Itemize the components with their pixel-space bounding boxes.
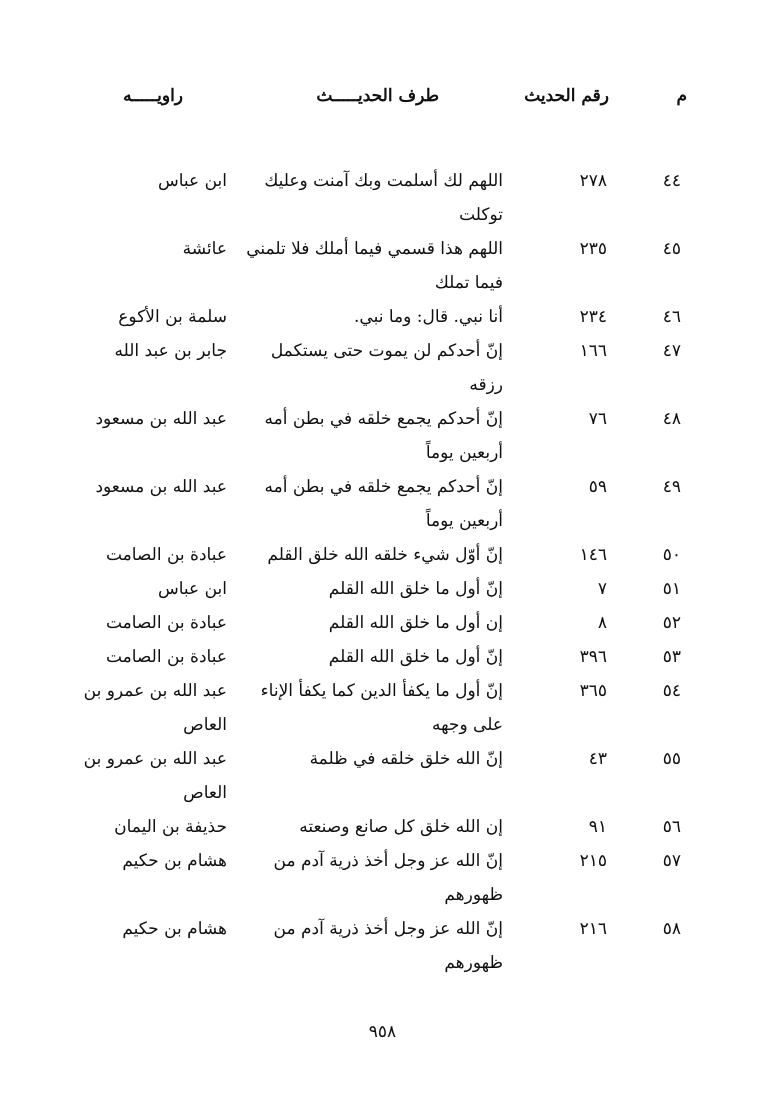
row-index: ٥١ <box>662 579 681 599</box>
row-index: ٤٤ <box>662 171 681 191</box>
row-hadith-opening: إن الله خلق كل صانع وصنعته <box>299 817 503 837</box>
row-narrator: عبد الله بن عمرو بن العاص <box>83 681 227 735</box>
row-index: ٥٥ <box>662 749 681 769</box>
row-hadith-opening: إنّ الله خلق خلقه في ظلمة <box>309 749 503 769</box>
row-hadith-number: ٣٦٥ <box>579 681 607 701</box>
row-index: ٥٢ <box>662 613 681 633</box>
header-hadith-opening: طرف الحديـــــث <box>316 86 439 106</box>
row-hadith-opening: إنّ الله عز وجل أخذ ذرية آدم من ظهورهم <box>273 851 503 905</box>
row-hadith-number: ٧٦ <box>588 409 607 429</box>
row-hadith-opening: إن أول ما خلق الله القلم <box>328 613 503 633</box>
table-row <box>0 810 765 844</box>
row-index: ٤٦ <box>662 307 681 327</box>
row-hadith-opening: اللهم لك أسلمت وبك آمنت وعليك توكلت <box>264 171 503 225</box>
table-row <box>0 538 765 572</box>
row-index: ٥٠ <box>662 545 681 565</box>
row-hadith-opening: إنّ أول ما خلق الله القلم <box>328 579 503 599</box>
table-row <box>0 300 765 334</box>
row-hadith-opening: اللهم هذا قسمي فيما أملك فلا تلمني فيما تملك <box>246 239 503 293</box>
row-hadith-number: ٩١ <box>588 817 607 837</box>
row-hadith-number: ٢١٥ <box>579 851 607 871</box>
row-index: ٥٦ <box>662 817 681 837</box>
table-row <box>0 402 765 470</box>
header-index: م <box>676 86 687 106</box>
row-hadith-number: ٢١٦ <box>579 919 607 939</box>
row-narrator: ابن عباس <box>157 579 227 599</box>
row-index: ٥٨ <box>662 919 681 939</box>
row-hadith-opening: إنّ أحدكم لن يموت حتى يستكمل رزقه <box>270 341 503 395</box>
row-narrator: هشام بن حكيم <box>122 919 227 939</box>
row-narrator: عبادة بن الصامت <box>105 545 227 565</box>
row-hadith-opening: إنّ أحدكم يجمع خلقه في بطن أمه أربعين يوماً <box>264 477 503 531</box>
row-narrator: جابر بن عبد الله <box>114 341 227 361</box>
row-index: ٤٧ <box>662 341 681 361</box>
row-index: ٥٤ <box>662 681 681 701</box>
table-row <box>0 674 765 742</box>
table-row <box>0 334 765 402</box>
row-hadith-number: ٧ <box>597 579 607 599</box>
row-hadith-number: ٥٩ <box>588 477 607 497</box>
row-hadith-number: ٢٣٥ <box>579 239 607 259</box>
table-row <box>0 912 765 980</box>
row-narrator: عبد الله بن مسعود <box>95 477 227 497</box>
row-hadith-number: ٢٧٨ <box>579 171 607 191</box>
row-narrator: ابن عباس <box>157 171 227 191</box>
row-index: ٤٩ <box>662 477 681 497</box>
row-index: ٥٣ <box>662 647 681 667</box>
row-hadith-number: ٤٣ <box>588 749 607 769</box>
table-row <box>0 844 765 912</box>
row-hadith-opening: إنّ أحدكم يجمع خلقه في بطن أمه أربعين يوماً <box>264 409 503 463</box>
page-number: ٩٥٨ <box>368 1022 397 1042</box>
row-hadith-opening: إنّ أول ما خلق الله القلم <box>328 647 503 667</box>
row-narrator: عائشة <box>182 239 227 259</box>
table-row <box>0 572 765 606</box>
row-hadith-number: ٣٩٦ <box>579 647 607 667</box>
table-row <box>0 742 765 810</box>
row-hadith-opening: إنّ الله عز وجل أخذ ذرية آدم من ظهورهم <box>273 919 503 973</box>
row-index: ٤٥ <box>662 239 681 259</box>
row-hadith-number: ١٤٦ <box>579 545 607 565</box>
row-hadith-opening: إنّ أول ما يكفأ الدين كما يكفأ الإناء على وجهه <box>260 681 503 735</box>
table-row <box>0 470 765 538</box>
table-row <box>0 606 765 640</box>
table-header <box>0 86 765 116</box>
row-hadith-number: ٨ <box>597 613 607 633</box>
header-narrator: راويـــــه <box>123 86 183 106</box>
row-index: ٤٨ <box>662 409 681 429</box>
row-hadith-opening: أنا نبي. قال: وما نبي. <box>354 307 503 327</box>
row-narrator: عبادة بن الصامت <box>105 647 227 667</box>
header-hadith-number: رقم الحديث <box>524 86 609 106</box>
row-narrator: عبد الله بن عمرو بن العاص <box>83 749 227 803</box>
row-index: ٥٧ <box>662 851 681 871</box>
row-hadith-number: ٢٣٤ <box>579 307 607 327</box>
row-narrator: حذيفة بن اليمان <box>114 817 227 837</box>
row-hadith-number: ١٦٦ <box>579 341 607 361</box>
table-row <box>0 232 765 300</box>
row-narrator: هشام بن حكيم <box>122 851 227 871</box>
row-hadith-opening: إنّ أوّل شيء خلقه الله خلق القلم <box>267 545 503 565</box>
table-row <box>0 164 765 232</box>
row-narrator: عبد الله بن مسعود <box>95 409 227 429</box>
hadith-table <box>0 164 765 980</box>
row-narrator: عبادة بن الصامت <box>105 613 227 633</box>
row-narrator: سلمة بن الأكوع <box>118 307 227 327</box>
table-row <box>0 640 765 674</box>
